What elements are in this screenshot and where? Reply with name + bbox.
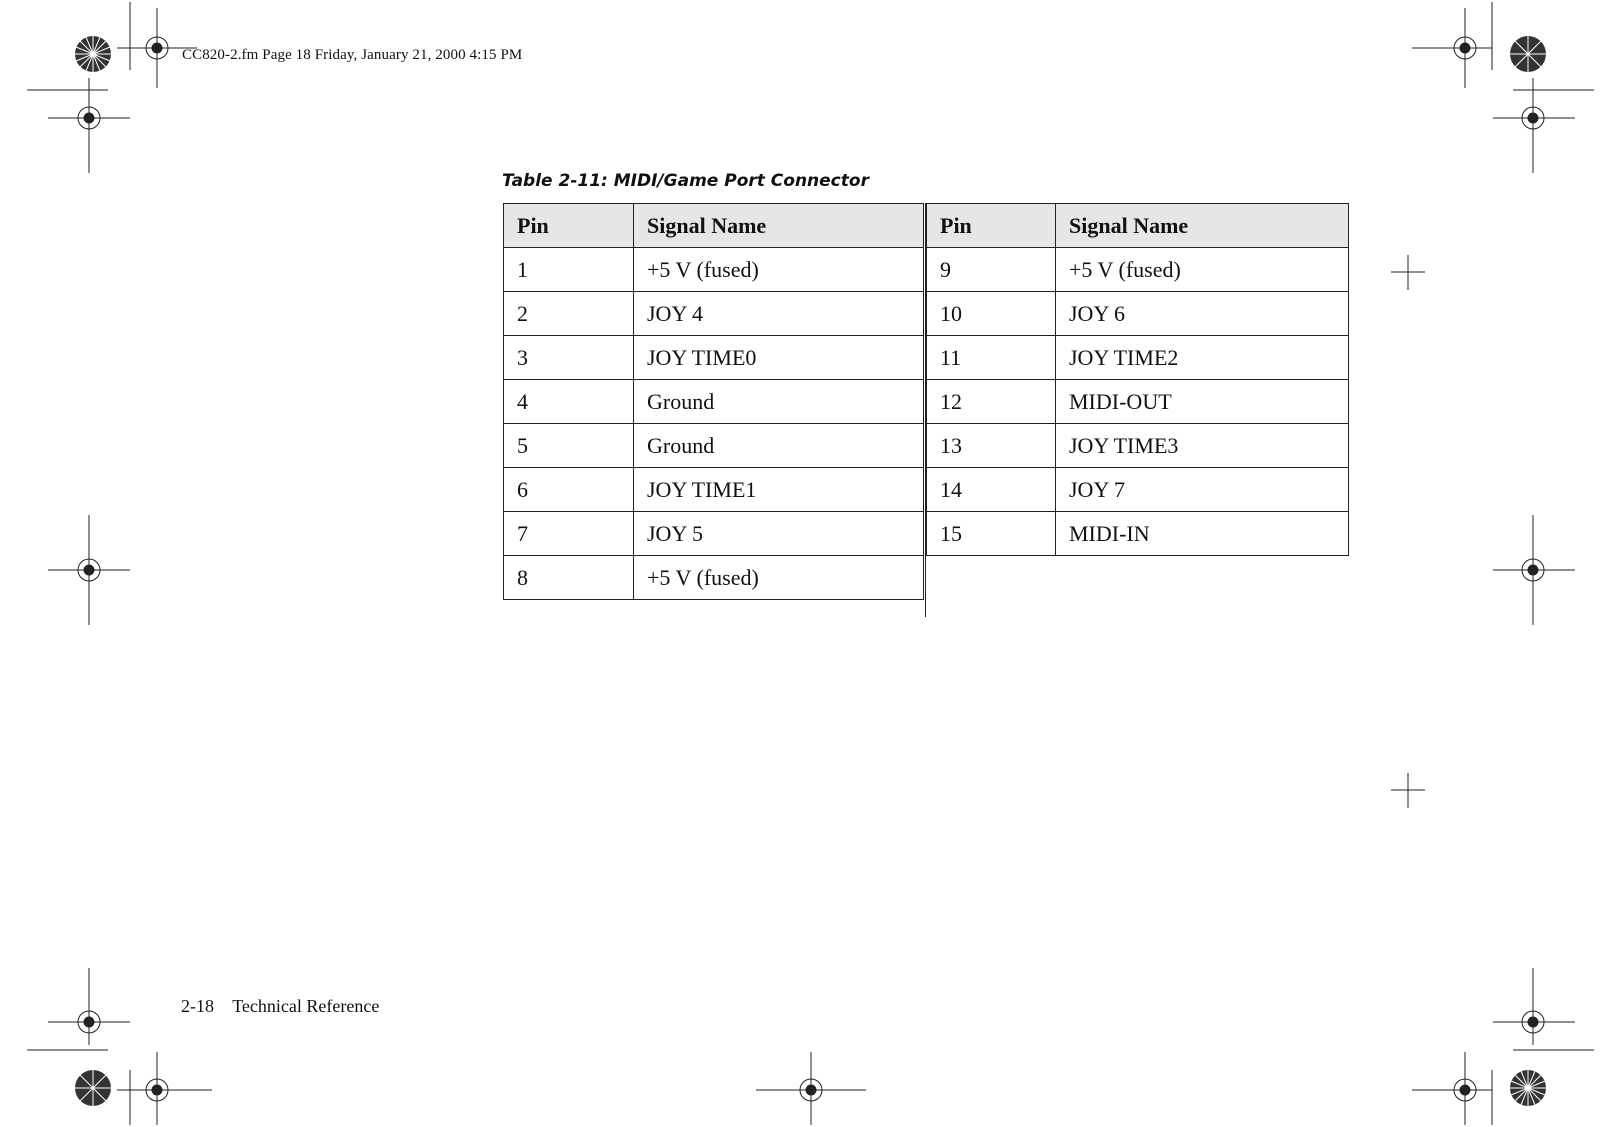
page-footer	[181, 996, 379, 1017]
signal-cell: JOY TIME2	[1056, 336, 1349, 380]
pin-cell: 6	[504, 468, 634, 512]
column-header-pin: Pin	[504, 204, 634, 248]
registration-mark	[1493, 78, 1575, 173]
registration-mark	[1493, 515, 1575, 625]
pin-cell: 13	[927, 424, 1056, 468]
column-header-signal-name: Signal Name	[634, 204, 924, 248]
signal-cell: JOY TIME0	[634, 336, 924, 380]
registration-mark	[48, 968, 130, 1045]
table-row	[927, 248, 1349, 292]
signal-cell: JOY 4	[634, 292, 924, 336]
crop-mark	[1391, 773, 1425, 808]
table-row	[504, 292, 924, 336]
column-header-pin: Pin	[927, 204, 1056, 248]
signal-cell: JOY TIME1	[634, 468, 924, 512]
pin-cell: 9	[927, 248, 1056, 292]
pin-cell: 7	[504, 512, 634, 556]
table-row	[927, 292, 1349, 336]
pin-cell: 5	[504, 424, 634, 468]
starburst-mark	[1510, 1070, 1546, 1106]
table-row	[504, 512, 924, 556]
signal-cell: Ground	[634, 424, 924, 468]
table-row	[927, 512, 1349, 556]
starburst-mark	[75, 36, 111, 72]
signal-cell: MIDI-OUT	[1056, 380, 1349, 424]
table-header-row	[504, 204, 924, 248]
pin-cell: 15	[927, 512, 1056, 556]
signal-cell: +5 V (fused)	[634, 248, 924, 292]
table-row	[504, 424, 924, 468]
registration-mark	[48, 78, 130, 173]
page-number: 2-18	[181, 996, 214, 1016]
crop-mark	[1391, 255, 1425, 290]
signal-cell: JOY 6	[1056, 292, 1349, 336]
pin-cell: 12	[927, 380, 1056, 424]
starburst-mark	[75, 1070, 111, 1106]
table-row	[927, 468, 1349, 512]
table-row	[927, 380, 1349, 424]
registration-mark	[1493, 968, 1575, 1045]
pin-cell: 3	[504, 336, 634, 380]
pin-cell: 10	[927, 292, 1056, 336]
signal-cell: Ground	[634, 380, 924, 424]
pin-cell: 11	[927, 336, 1056, 380]
pin-cell: 14	[927, 468, 1056, 512]
registration-mark	[1412, 8, 1492, 88]
pin-cell: 2	[504, 292, 634, 336]
table-caption: Table 2-11: MIDI/Game Port Connector	[502, 171, 869, 191]
registration-mark	[117, 1052, 212, 1125]
table-row	[504, 380, 924, 424]
pin-table-right	[926, 203, 1349, 556]
table-row	[504, 336, 924, 380]
pin-table-left	[503, 203, 924, 600]
table-row	[927, 424, 1349, 468]
table-row	[504, 468, 924, 512]
starburst-mark	[1510, 36, 1546, 72]
signal-cell: MIDI-IN	[1056, 512, 1349, 556]
signal-cell: JOY 5	[634, 512, 924, 556]
signal-cell: +5 V (fused)	[634, 556, 924, 600]
table-row	[927, 336, 1349, 380]
registration-mark	[756, 1052, 866, 1125]
pin-cell: 4	[504, 380, 634, 424]
signal-cell: JOY TIME3	[1056, 424, 1349, 468]
registration-mark	[1412, 1052, 1492, 1125]
registration-mark	[48, 515, 130, 625]
table-row	[504, 556, 924, 600]
signal-cell: +5 V (fused)	[1056, 248, 1349, 292]
table-row	[504, 248, 924, 292]
pin-cell: 8	[504, 556, 634, 600]
slug-line: CC820-2.fm Page 18 Friday, January 21, 2000 4:15 PM	[182, 47, 523, 63]
section-title: Technical Reference	[232, 996, 380, 1016]
pin-cell: 1	[504, 248, 634, 292]
signal-cell: JOY 7	[1056, 468, 1349, 512]
table-header-row	[927, 204, 1349, 248]
column-header-signal-name: Signal Name	[1056, 204, 1349, 248]
